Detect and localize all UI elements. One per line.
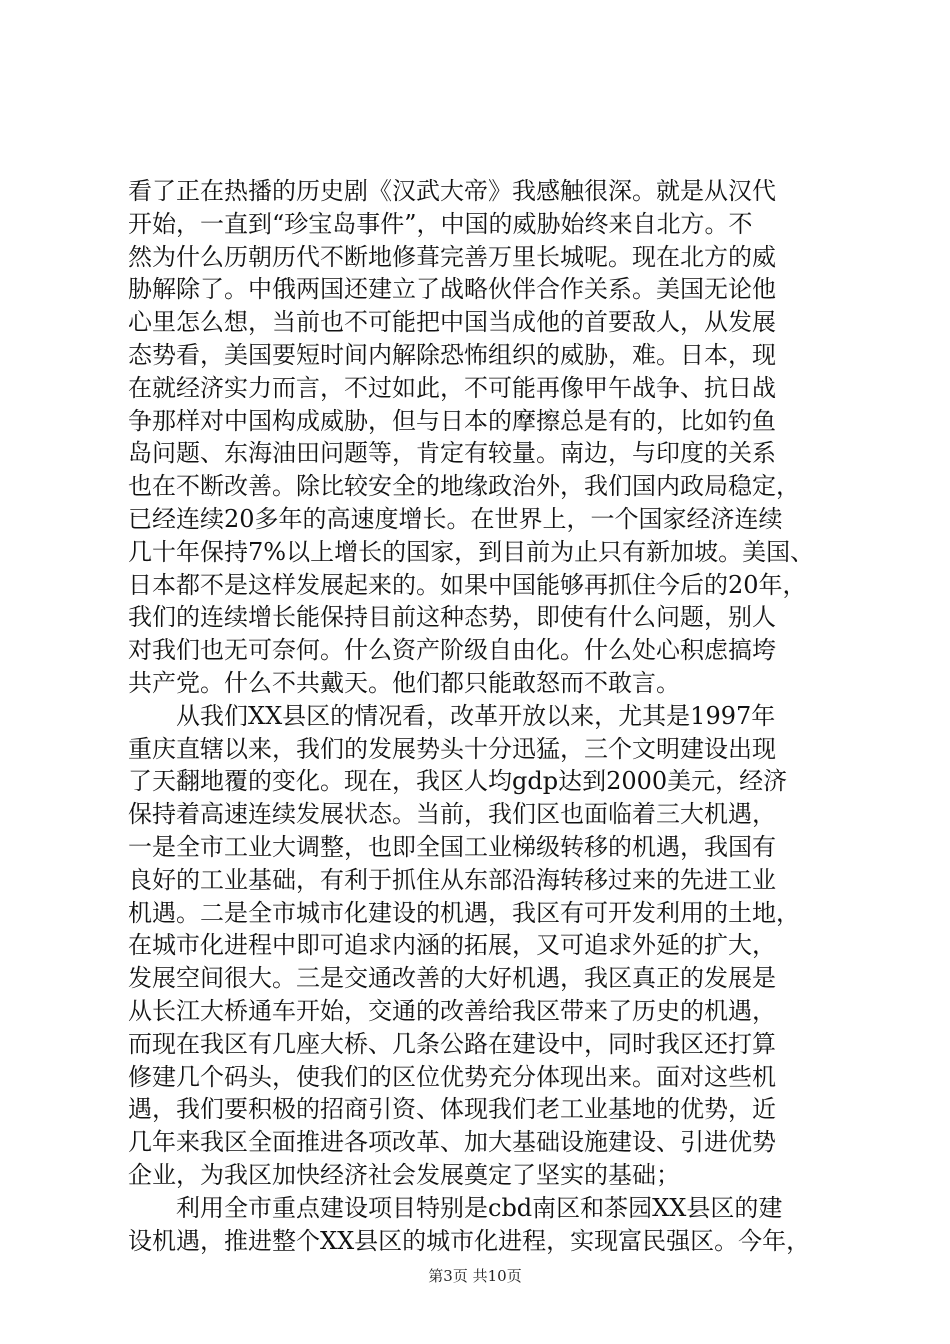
text-line: 然为什么历朝历代不断地修葺完善万里长城呢。现在北方的威 <box>128 242 776 271</box>
text-line: 良好的工业基础，有利于抓住从东部沿海转移过来的先进工业 <box>128 865 776 894</box>
text-line: 保持着高速连续发展状态。当前，我们区也面临着三大机遇， <box>128 800 776 829</box>
text-line: 发展空间很大。三是交通改善的大好机遇，我区真正的发展是 <box>128 964 776 993</box>
text-line: 已经连续20多年的高速度增长。在世界上，一个国家经济连续 <box>128 504 783 533</box>
text-line: 看了正在热播的历史剧《汉武大帝》我感触很深。就是从汉代 <box>128 177 776 205</box>
text-line: 设机遇，推进整个XX县区的城市化进程，实现富民强区。今年， <box>128 1226 811 1255</box>
text-line: 几十年保持7%以上增长的国家，到目前为止只有新加坡。美国、 <box>128 537 815 566</box>
text-line: 在城市化进程中即可追求内涵的拓展，又可追求外延的扩大， <box>128 931 776 960</box>
page-footer: 第3页 共10页 <box>428 1267 522 1285</box>
text-line: 对我们也无可奈何。什么资产阶级自由化。什么处心积虑搞垮 <box>128 636 776 665</box>
text-line: 开始，一直到“珍宝岛事件”，中国的威胁始终来自北方。不 <box>128 209 753 238</box>
text-line: 争那样对中国构成威胁，但与日本的摩擦总是有的，比如钓鱼 <box>128 406 776 435</box>
text-line: 一是全市工业大调整，也即全国工业梯级转移的机遇，我国有 <box>128 832 776 861</box>
text-line: 企业，为我区加快经济社会发展奠定了坚实的基础； <box>128 1160 680 1189</box>
text-line: 遇，我们要积极的招商引资、体现我们老工业基地的优势，近 <box>128 1095 776 1124</box>
text-line: 日本都不是这样发展起来的。如果中国能够再抓住今后的20年， <box>128 570 807 599</box>
text-line: 利用全市重点建设项目特别是cbd南区和茶园XX县区的建 <box>128 1193 783 1222</box>
text-line: 了天翻地覆的变化。现在，我区人均gdp达到2000美元，经济 <box>128 767 788 796</box>
text-line: 从我们XX县区的情况看，改革开放以来，尤其是1997年 <box>128 701 776 730</box>
text-line: 从长江大桥通车开始，交通的改善给我区带来了历史的机遇， <box>128 996 776 1025</box>
text-line: 胁解除了。中俄两国还建立了战略伙伴合作关系。美国无论他 <box>128 275 776 304</box>
text-line: 态势看，美国要短时间内解除恐怖组织的威胁，难。日本，现 <box>128 340 776 369</box>
text-line: 岛问题、东海油田问题等，肯定有较量。南边，与印度的关系 <box>128 439 776 468</box>
text-line: 共产党。什么不共戴天。他们都只能敢怒而不敢言。 <box>128 668 680 697</box>
text-line: 也在不断改善。除比较安全的地缘政治外，我们国内政局稳定， <box>128 472 800 501</box>
text-line: 修建几个码头，使我们的区位优势充分体现出来。面对这些机 <box>128 1062 776 1091</box>
body-text <box>128 175 840 1257</box>
text-line: 心里怎么想，当前也不可能把中国当成他的首要敌人，从发展 <box>128 308 776 337</box>
text-line: 我们的连续增长能保持目前这种态势，即使有什么问题，别人 <box>128 603 776 632</box>
text-line: 机遇。二是全市城市化建设的机遇，我区有可开发利用的土地， <box>128 898 800 927</box>
text-line: 在就经济实力而言，不过如此，不可能再像甲午战争、抗日战 <box>128 373 776 402</box>
text-line: 几年来我区全面推进各项改革、加大基础设施建设、引进优势 <box>128 1128 776 1157</box>
text-line: 重庆直辖以来，我们的发展势头十分迅猛，三个文明建设出现 <box>128 734 776 763</box>
text-line: 而现在我区有几座大桥、几条公路在建设中，同时我区还打算 <box>128 1029 776 1058</box>
